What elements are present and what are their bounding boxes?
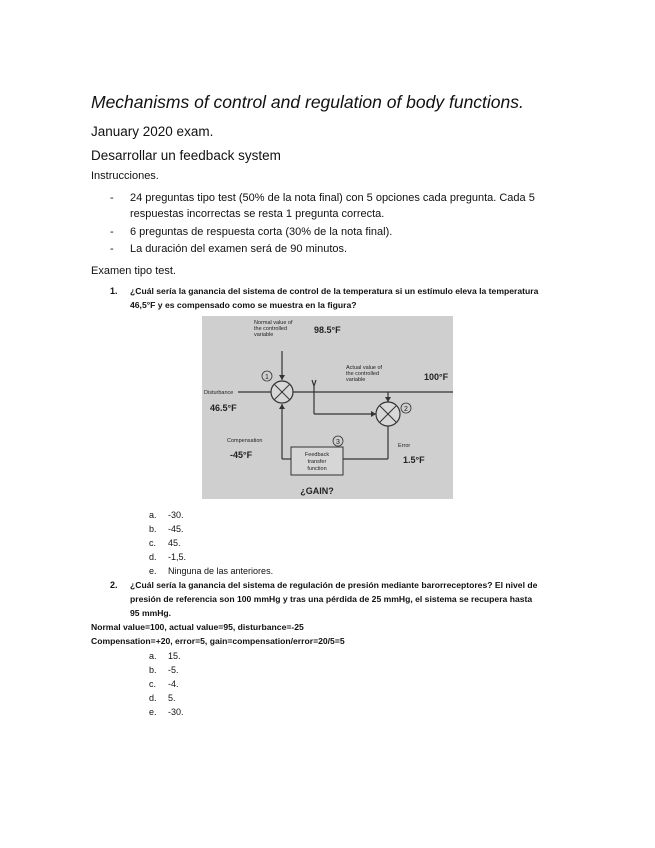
instructions-label: Instrucciones. [91, 170, 159, 182]
q2-option-a-text: 15. [168, 651, 181, 661]
instruction-item-1-line1: 24 preguntas tipo test (50% de la nota final) con 5 opciones cada pregunta. Cada 5 [130, 192, 535, 204]
node-3-label: 3 [336, 439, 340, 446]
disturbance-value: 46.5°F [210, 403, 237, 413]
q1-option-e-letter: e. [149, 566, 157, 576]
q2-option-c-letter: c. [149, 679, 157, 689]
bullet-dash: - [110, 243, 114, 255]
q2-option-d-text: 5. [168, 693, 176, 703]
q2-option-c-text: -4. [168, 679, 179, 689]
question-2-number: 2. [110, 580, 118, 590]
actual-value-label-3: variable [346, 377, 366, 383]
instruction-item-3: La duración del examen será de 90 minutos. [130, 243, 348, 255]
actual-value-label-1: Actual value of [346, 365, 383, 371]
feedback-label-3: function [307, 466, 327, 472]
question-1-text-line1: ¿Cuál sería la ganancia del sistema de control de la temperatura si un estímulo eleva la temperatura [130, 286, 539, 296]
normal-value: 98.5°F [314, 325, 341, 335]
answer-note-2: Compensation=+20, error=5, gain=compensation/error=20/5=5 [91, 636, 345, 646]
error-value: 1.5°F [403, 455, 425, 465]
q1-option-b-text: -45. [168, 524, 184, 534]
instruction-item-1-line2: respuestas incorrectas se resta 1 pregunta correcta. [130, 208, 385, 220]
node-1-label: 1 [265, 374, 269, 381]
question-2-text-line3: 95 mmHg. [130, 608, 172, 618]
feedback-diagram [202, 316, 453, 499]
q1-option-c-text: 45. [168, 538, 181, 548]
document-title: Mechanisms of control and regulation of body functions. [91, 92, 524, 112]
q1-option-d-letter: d. [149, 552, 157, 562]
normal-value-label-3: variable [254, 332, 274, 338]
subtitle-heading: Desarrollar un feedback system [91, 148, 281, 163]
comparator-2 [376, 402, 400, 426]
exam-date-heading: January 2020 exam. [91, 124, 214, 139]
q2-option-d-letter: d. [149, 693, 157, 703]
bullet-dash: - [110, 226, 114, 238]
instruction-item-2: 6 preguntas de respuesta corta (30% de la nota final). [130, 226, 393, 238]
gain-question: ¿GAIN? [300, 486, 334, 496]
question-2-text-line1: ¿Cuál sería la ganancia del sistema de regulación de presión mediante barorreceptores? El nivel de [130, 580, 538, 590]
question-1-number: 1. [110, 286, 118, 296]
q2-option-a-letter: a. [149, 651, 157, 661]
answer-note-1: Normal value=100, actual value=95, disturbance=-25 [91, 622, 304, 632]
actual-value-label-2: the controlled [346, 371, 380, 377]
normal-value-label-1: Normal value of [254, 320, 293, 326]
normal-value-label-2: the controlled [254, 326, 288, 332]
q1-option-a-letter: a. [149, 510, 157, 520]
node-2-label: 2 [404, 406, 408, 413]
feedback-label-1: Feedback [304, 452, 330, 458]
comparator-1 [271, 381, 293, 403]
q2-option-e-letter: e. [149, 707, 157, 717]
disturbance-label: Disturbance [204, 390, 234, 396]
compensation-value: -45°F [230, 450, 253, 460]
q1-option-c-letter: c. [149, 538, 157, 548]
question-2-text-line2: presión de referencia son 100 mmHg y tras una pérdida de 25 mmHg, el sistema se recupera hasta [130, 594, 533, 604]
q2-option-b-text: -5. [168, 665, 179, 675]
question-1-text-line2: 46,5°F y es compensado como se muestra en la figura? [130, 300, 357, 310]
q1-option-b-letter: b. [149, 524, 157, 534]
q1-option-a-text: -30. [168, 510, 184, 520]
q1-option-e-text: Ninguna de las anteriores. [168, 566, 274, 576]
section-label: Examen tipo test. [91, 265, 176, 277]
q2-option-b-letter: b. [149, 665, 157, 675]
q2-option-e-text: -30. [168, 707, 184, 717]
error-label: Error [398, 443, 411, 449]
actual-value: 100°F [424, 372, 449, 382]
q1-option-d-text: -1,5. [168, 552, 187, 562]
feedback-label-2: transfer [307, 459, 327, 465]
bullet-dash: - [110, 192, 114, 204]
compensation-label: Compensation [227, 438, 263, 444]
